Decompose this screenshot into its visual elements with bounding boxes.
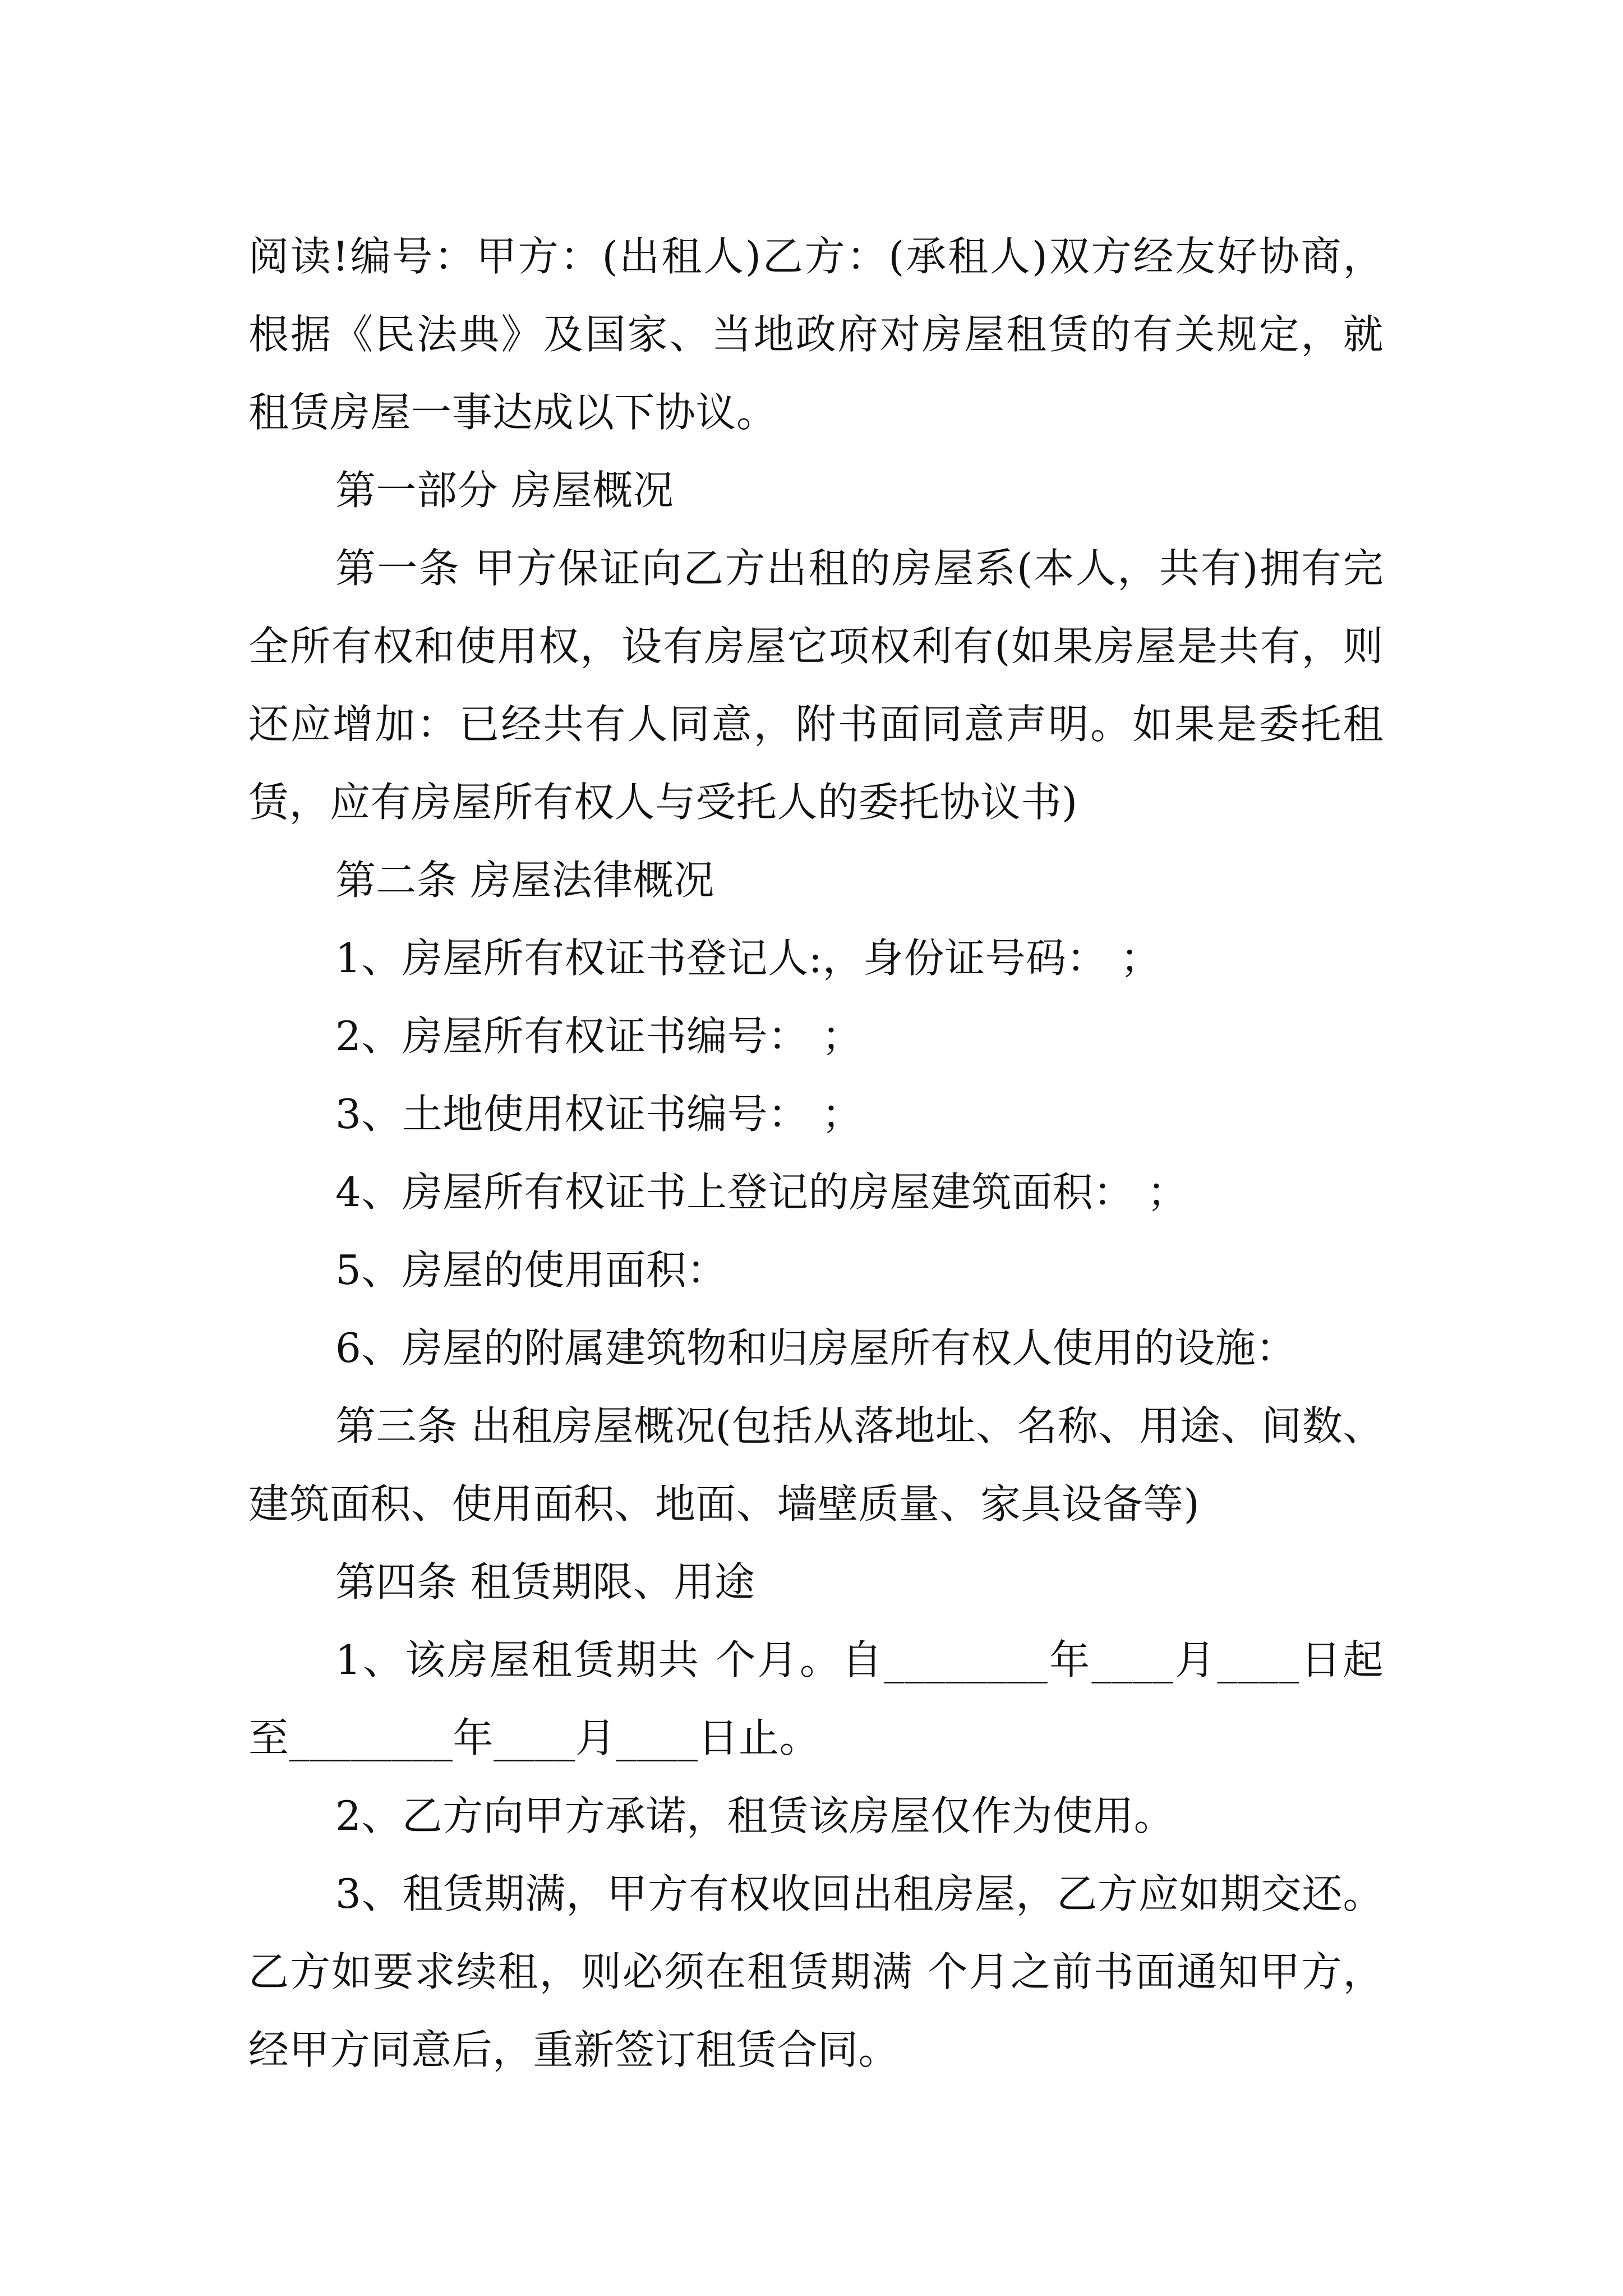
clause-4-3: 3、租赁期满，甲方有权收回出租房屋，乙方应如期交还。乙方如要求续租，则必须在租赁期满 个月之前书面通知甲方，经甲方同意后，重新签订租赁合同。 <box>248 1870 1384 2073</box>
clause-2-3: 3、土地使用权证书编号： ； <box>335 1091 863 1138</box>
article-two-heading: 第二条 房屋法律概况 <box>335 857 714 904</box>
clause-4-1: 1、该房屋租赁期共 个月。自________年____月____日起至________年____月____日止。 <box>248 1636 1384 1761</box>
clause-2-2: 2、房屋所有权证书编号： ； <box>335 1013 863 1060</box>
clause-2-6: 6、房屋的附属建筑物和归房屋所有权人使用的设施： <box>335 1324 1297 1372</box>
clause-2-1: 1、房屋所有权证书登记人:，身份证号码： ； <box>335 935 1161 982</box>
article-three-paragraph: 第三条 出租房屋概况(包括从落地址、名称、用途、间数、建筑面积、使用面积、地面、墙壁质量、家具设备等) <box>248 1402 1384 1527</box>
clause-2-4: 4、房屋所有权证书上登记的房屋建筑面积： ； <box>335 1168 1188 1216</box>
intro-paragraph: 阅读!编号：甲方：(出租人)乙方：(承租人)双方经友好协商，根据《民法典》及国家、当地政府对房屋租赁的有关规定，就租赁房屋一事达成以下协议。 <box>248 233 1384 436</box>
clause-4-2: 2、乙方向甲方承诺，租赁该房屋仅作为使用。 <box>335 1792 1175 1839</box>
document-body <box>248 218 1384 2089</box>
article-four-heading: 第四条 租赁期限、用途 <box>335 1558 755 1605</box>
part-one-heading: 第一部分 房屋概况 <box>335 467 674 514</box>
article-one-paragraph: 第一条 甲方保证向乙方出租的房屋系(本人，共有)拥有完全所有权和使用权，设有房屋它项权利有(如果房屋是共有，则还应增加：已经共有人同意，附书面同意声明。如果是委托租赁，应有房屋所有权人与受托人的委托协议书) <box>248 545 1384 826</box>
clause-2-5: 5、房屋的使用面积： <box>335 1246 727 1294</box>
